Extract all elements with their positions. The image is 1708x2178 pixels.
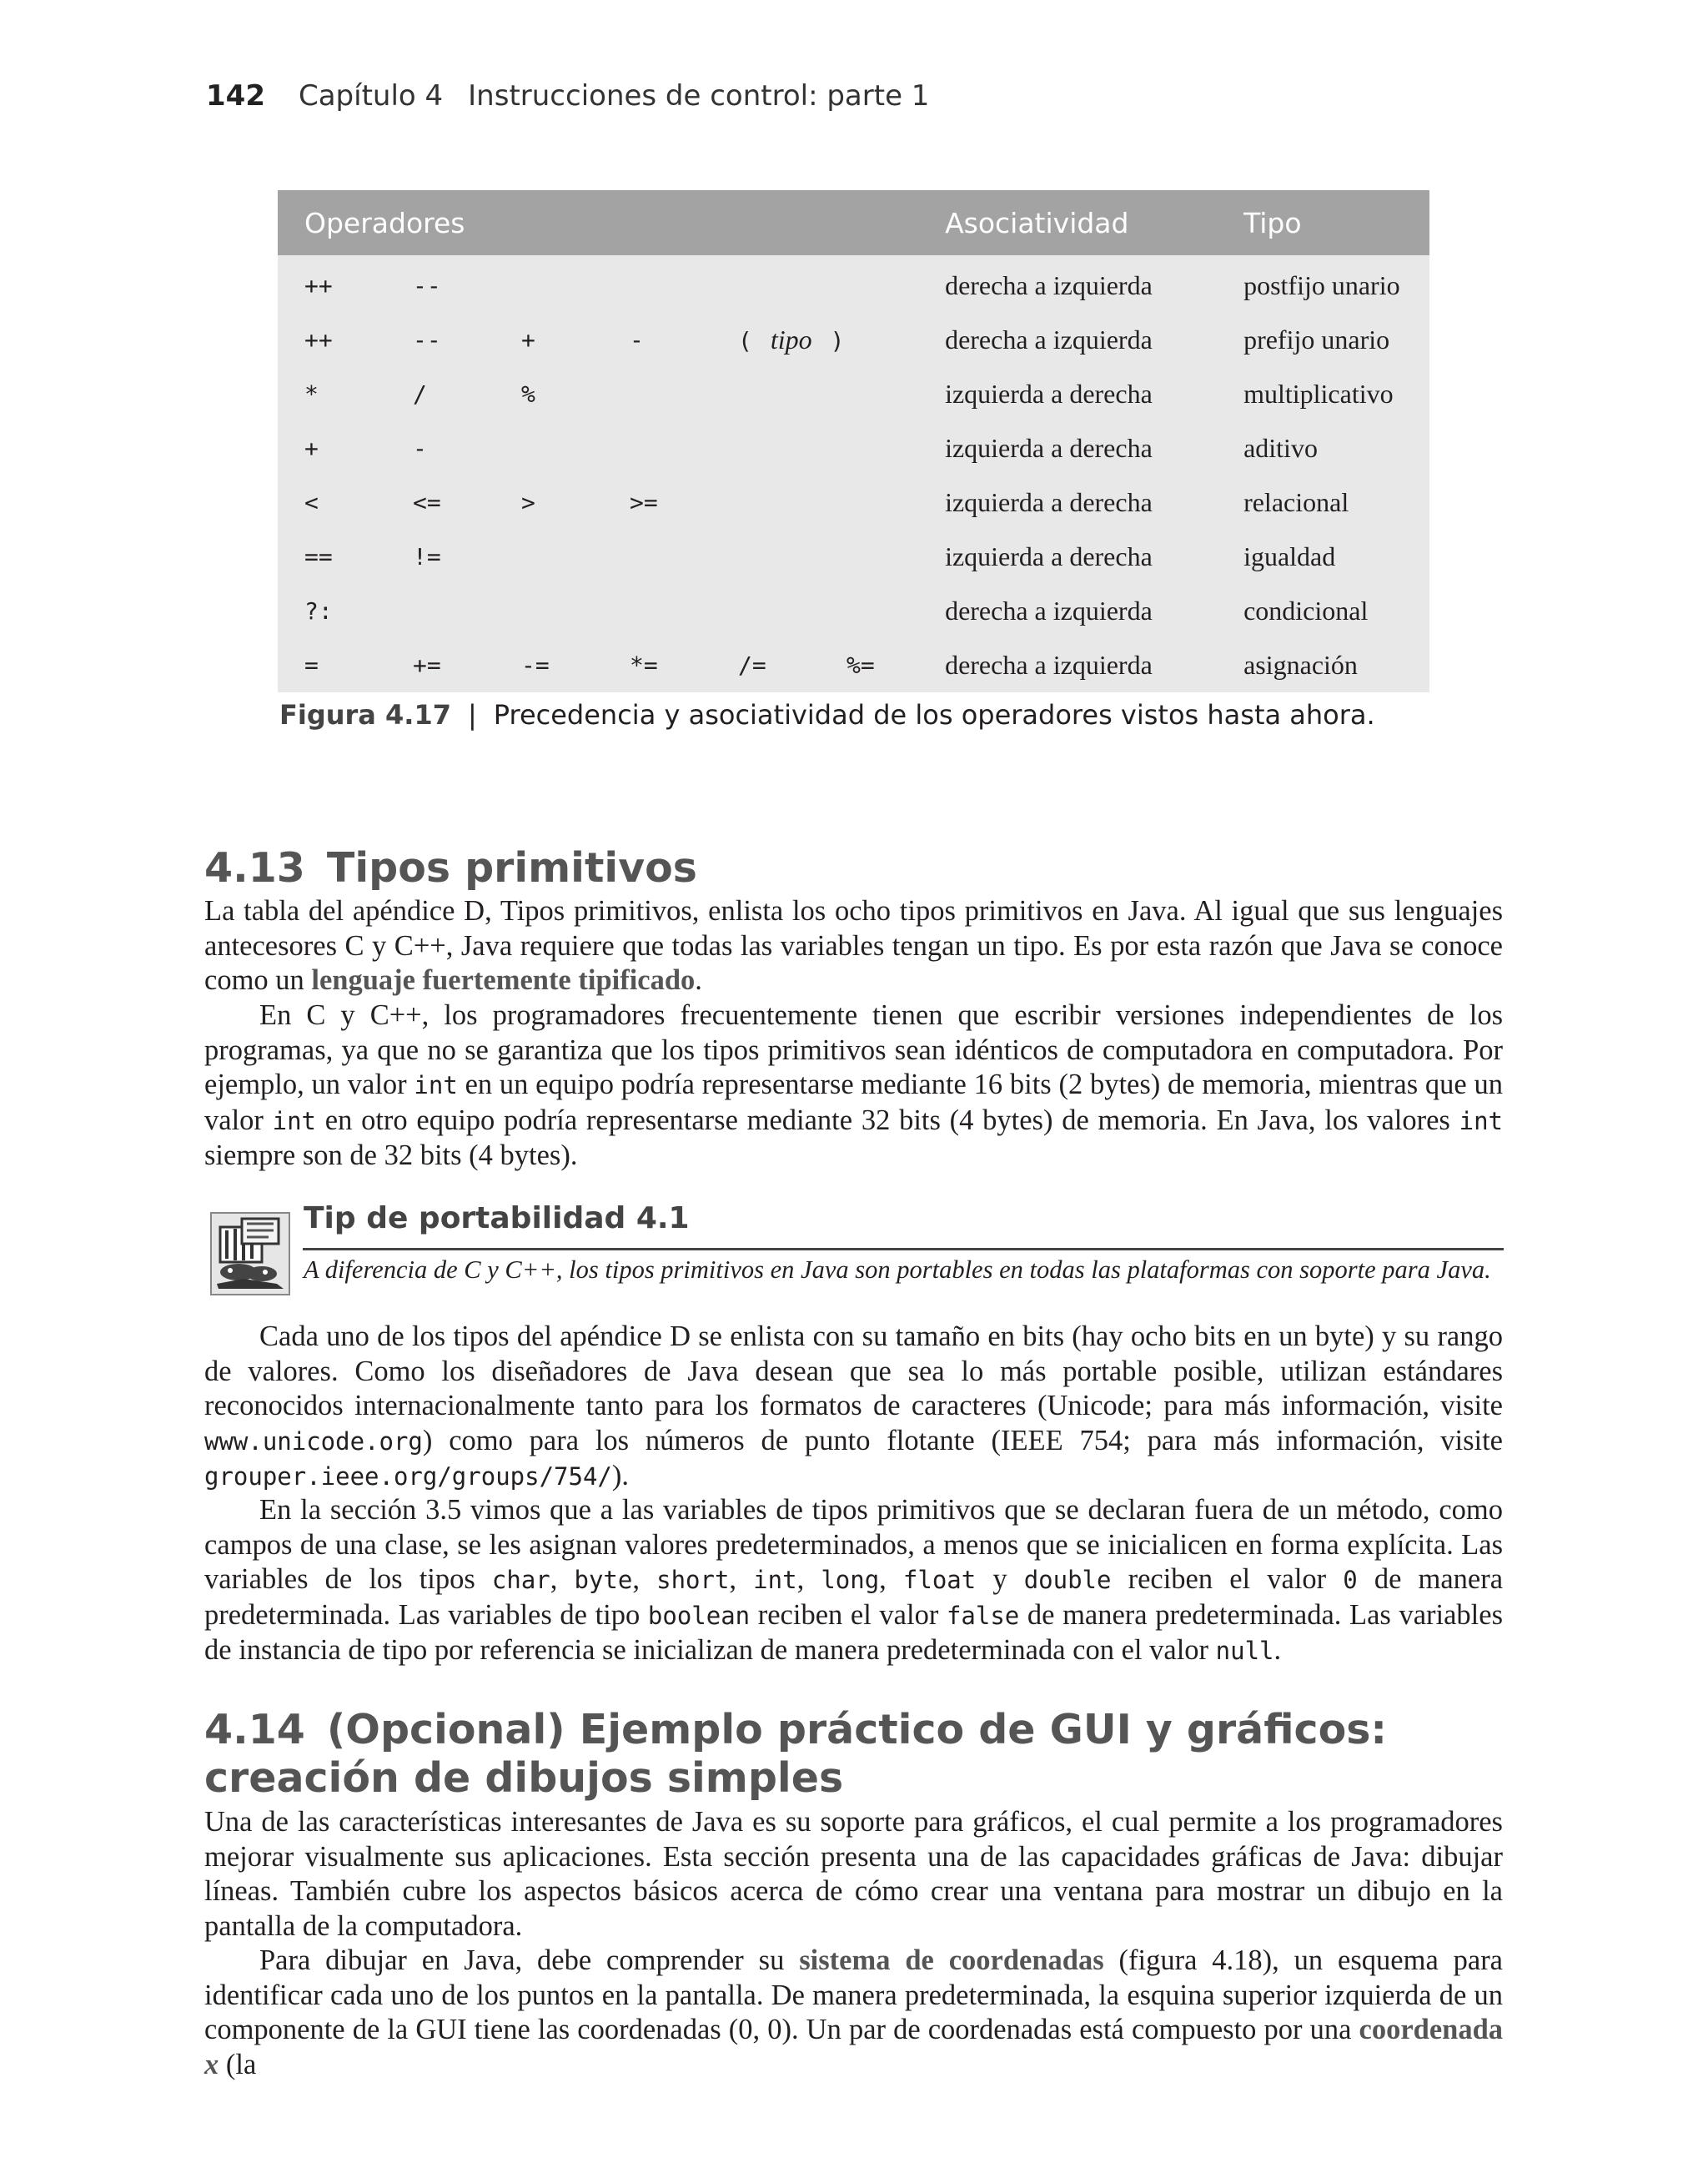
code-term: int [1459, 1106, 1503, 1135]
header-asociatividad: Asociatividad [918, 190, 1217, 255]
table-header-row [278, 190, 1429, 255]
paragraph [204, 1805, 1503, 1944]
header-tipo: Tipo [1217, 190, 1429, 255]
code-term: 0 [1343, 1566, 1358, 1594]
operator-cell: ?: [278, 584, 386, 638]
text-run: ) como para los números de punto flotante (IEEE 754; para más información, visite [422, 1424, 1503, 1456]
code-term: char [491, 1566, 550, 1594]
operator-cell [820, 475, 918, 530]
text-run: , [879, 1563, 903, 1595]
operator-cell [820, 367, 918, 421]
chapter-label: Capítulo 4 [298, 79, 444, 113]
operator-cell: -= [495, 638, 603, 692]
operator-cell [495, 584, 603, 638]
operator-precedence-table [278, 190, 1429, 692]
page-number: 142 [206, 79, 265, 113]
text-run: y [976, 1563, 1024, 1595]
table-row [278, 421, 1429, 475]
operator-cell [820, 584, 918, 638]
key-term: coordenada [1359, 2014, 1503, 2045]
associativity-cell: derecha a izquierda [918, 584, 1217, 638]
operator-cell [603, 530, 711, 584]
figure-caption [279, 699, 1375, 731]
code-term: byte [574, 1566, 633, 1594]
caption-separator: | [467, 699, 477, 731]
text-run: siempre son de 32 bits (4 bytes). [204, 1139, 578, 1171]
text-run: Cada uno de los tipos del apéndice D se enlista con su tamaño en bits (hay ocho bits en un byte) y su rango de valores. Como los diseñadores de Java desean que sea lo más portable posible, utilizan estándares reconocidos internacionalmente tanto para los formatos de caracteres (Unicode; para más información, visite [204, 1320, 1503, 1421]
figure-label: Figura 4.17 [279, 699, 451, 731]
code-term: null [1215, 1637, 1274, 1665]
paragraph [204, 998, 1503, 1174]
text-run: reciben el valor [750, 1598, 947, 1631]
operator-cell [603, 421, 711, 475]
operator-cell: > [495, 475, 603, 530]
text-run: , [550, 1563, 575, 1595]
tip-text: A diferencia de C y C++, los tipos primitivos en Java son portables en todas las plataformas con soporte para Java. [304, 1255, 1491, 1284]
portability-tip-icon [210, 1212, 290, 1295]
operator-cell: % [495, 367, 603, 421]
text-run: , [632, 1563, 657, 1595]
text-run: Para dibujar en Java, debe comprender su [259, 1944, 800, 1976]
code-term: boolean [647, 1601, 751, 1630]
caption-text: Precedencia y asociatividad de los operadores vistos hasta ahora. [493, 699, 1375, 731]
section-number: 4.13 [204, 844, 305, 892]
operator-cell [495, 530, 603, 584]
operator-cell: /= [711, 638, 820, 692]
type-cell: prefijo unario [1217, 313, 1429, 367]
table-row [278, 530, 1429, 584]
text-run: , [796, 1563, 821, 1595]
code-term: int [753, 1566, 797, 1594]
text-run: , [729, 1563, 754, 1595]
text-run: de manera predeterminada. Las variables de tipo [204, 1563, 1504, 1631]
type-cell: aditivo [1217, 421, 1429, 475]
operator-cell: -- [386, 255, 495, 313]
paragraph [204, 1944, 1503, 2082]
text-run: . [695, 964, 702, 996]
operator-cell: <= [386, 475, 495, 530]
operator-cell [603, 367, 711, 421]
operator-cell: + [278, 421, 386, 475]
cast-operator-cell [711, 313, 845, 367]
url-text: www.unicode.org [204, 1426, 423, 1456]
operator-cell [711, 255, 820, 313]
paragraph [204, 1320, 1503, 1495]
type-cell: postfijo unario [1217, 255, 1429, 313]
section-heading-4-14 [204, 1706, 1387, 1803]
type-cell: relacional [1217, 475, 1429, 530]
section-title-line1: (Opcional) Ejemplo práctico de GUI y gráficos: [326, 1706, 1387, 1753]
operator-cell: != [386, 530, 495, 584]
code-term: long [821, 1566, 880, 1594]
text-run: En la sección 3.5 vimos que a las variables de tipos primitivos que se declaran fuera de un método, como campos de una clase, se les asignan valores predeterminados, a menos que se inicialicen en forma explícita. Las variables de los tipos [204, 1494, 1503, 1595]
operator-cell: + [495, 313, 603, 367]
operator-cell [495, 421, 603, 475]
key-term-variable: x [204, 2048, 219, 2080]
text-run: ). [611, 1460, 629, 1491]
operator-cell: - [603, 313, 711, 367]
operator-cell: / [386, 367, 495, 421]
paragraph [204, 1493, 1503, 1669]
associativity-cell: izquierda a derecha [918, 421, 1217, 475]
operator-cell [711, 475, 820, 530]
text-run: (la [219, 2048, 257, 2080]
operator-cell [711, 530, 820, 584]
operator-cell [603, 255, 711, 313]
operator-cell [386, 584, 495, 638]
text-run: . [1273, 1634, 1282, 1666]
associativity-cell: izquierda a derecha [918, 530, 1217, 584]
type-cell: multiplicativo [1217, 367, 1429, 421]
table-row [278, 638, 1429, 692]
operator-cell: == [278, 530, 386, 584]
associativity-cell: derecha a izquierda [918, 313, 1217, 367]
code-term: false [946, 1601, 1020, 1630]
text-run: Una de las características interesantes de Java es su soporte para gráficos, el cual permite a los programadores mejorar visualmente sus aplicaciones. Esta sección presenta una de las capacidades gráficas de Java: dibujar líneas. También cubre los aspectos básicos acerca de cómo crear una ventana para mostrar un dibujo en la pantalla de la computadora. [204, 1806, 1503, 1942]
url-text: grouper.ieee.org/groups/754/ [204, 1462, 612, 1491]
operator-cell [820, 530, 918, 584]
operator-cell [820, 421, 918, 475]
text-run: (figura 4.18), un esquema para identificar cada uno de los puntos en la pantalla. De manera predeterminada, la esquina superior izquierda de un componente de la GUI tiene las coordenadas (0, 0). Un par de coordenadas está compuesto por una [204, 1944, 1503, 2045]
text-run: La tabla del apéndice D, Tipos primitivos, enlista los ocho tipos primitivos en Java. Al igual que sus lenguajes antecesores C y C++, Java requiere que todas las variables tengan un tipo. Es por esta razón que Java se conoce como un [204, 895, 1503, 996]
text-run: reciben el valor [1111, 1563, 1344, 1595]
section-heading-4-13 [204, 844, 697, 893]
operator-cell: ++ [278, 255, 386, 313]
operator-cell: %= [820, 638, 918, 692]
running-header [206, 79, 929, 113]
type-cell: igualdad [1217, 530, 1429, 584]
section-number: 4.14 [204, 1706, 305, 1753]
operator-cell [711, 584, 820, 638]
section-title: Tipos primitivos [326, 844, 697, 892]
chapter-title: Instrucciones de control: parte 1 [468, 79, 930, 113]
table-row [278, 475, 1429, 530]
code-term: int [414, 1071, 458, 1099]
operator-cell: * [278, 367, 386, 421]
operator-cell: < [278, 475, 386, 530]
key-term: lenguaje fuertemente tipificado [311, 964, 696, 996]
type-cell: asignación [1217, 638, 1429, 692]
operator-cell: - [386, 421, 495, 475]
associativity-cell: izquierda a derecha [918, 475, 1217, 530]
tip-title: Tip de portabilidad 4.1 [304, 1201, 690, 1235]
operator-cell [711, 421, 820, 475]
cast-type-word: tipo [770, 324, 812, 355]
code-term: int [272, 1106, 317, 1135]
operator-cell: = [278, 638, 386, 692]
header-operadores: Operadores [278, 190, 918, 255]
operator-cell: *= [603, 638, 711, 692]
code-term: short [656, 1566, 730, 1594]
associativity-cell: derecha a izquierda [918, 638, 1217, 692]
text-run: En C y C++, los programadores frecuentemente tienen que escribir versiones independientes de los programas, ya que no se garantiza que los tipos primitivos sean idénticos de computadora en computadora. Por ejemplo, un valor [204, 999, 1503, 1100]
associativity-cell: izquierda a derecha [918, 367, 1217, 421]
text-run: en otro equipo podría representarse mediante 32 bits (4 bytes) de memoria. En Java, los valores [316, 1104, 1459, 1136]
text-run: de manera predeterminada. Las variables de instancia de tipo por referencia se inicializan de manera predeterminada con el valor [204, 1598, 1504, 1666]
table-row [278, 255, 1429, 313]
code-term: float [902, 1566, 977, 1594]
operator-cell: >= [603, 475, 711, 530]
section-title-line2: creación de dibujos simples [204, 1754, 844, 1802]
paragraph [204, 894, 1503, 998]
table-row [278, 584, 1429, 638]
operator-cell [495, 255, 603, 313]
operator-cell [820, 255, 918, 313]
cast-paren-close: ) [830, 327, 845, 355]
operator-cell: -- [386, 313, 495, 367]
operator-cell: ++ [278, 313, 386, 367]
operator-cell: += [386, 638, 495, 692]
associativity-cell: derecha a izquierda [918, 255, 1217, 313]
text-run: en un equipo podría representarse mediante 16 bits (2 bytes) de memoria, mientras que un valor [204, 1069, 1503, 1136]
type-cell: condicional [1217, 584, 1429, 638]
table-row [278, 313, 1429, 367]
key-term: sistema de coordenadas [799, 1944, 1104, 1976]
cast-paren-open: ( [738, 327, 752, 355]
operator-cell [711, 367, 820, 421]
code-term: double [1023, 1566, 1112, 1594]
operator-cell [603, 584, 711, 638]
tip-divider [303, 1248, 1504, 1250]
table-row [278, 367, 1429, 421]
